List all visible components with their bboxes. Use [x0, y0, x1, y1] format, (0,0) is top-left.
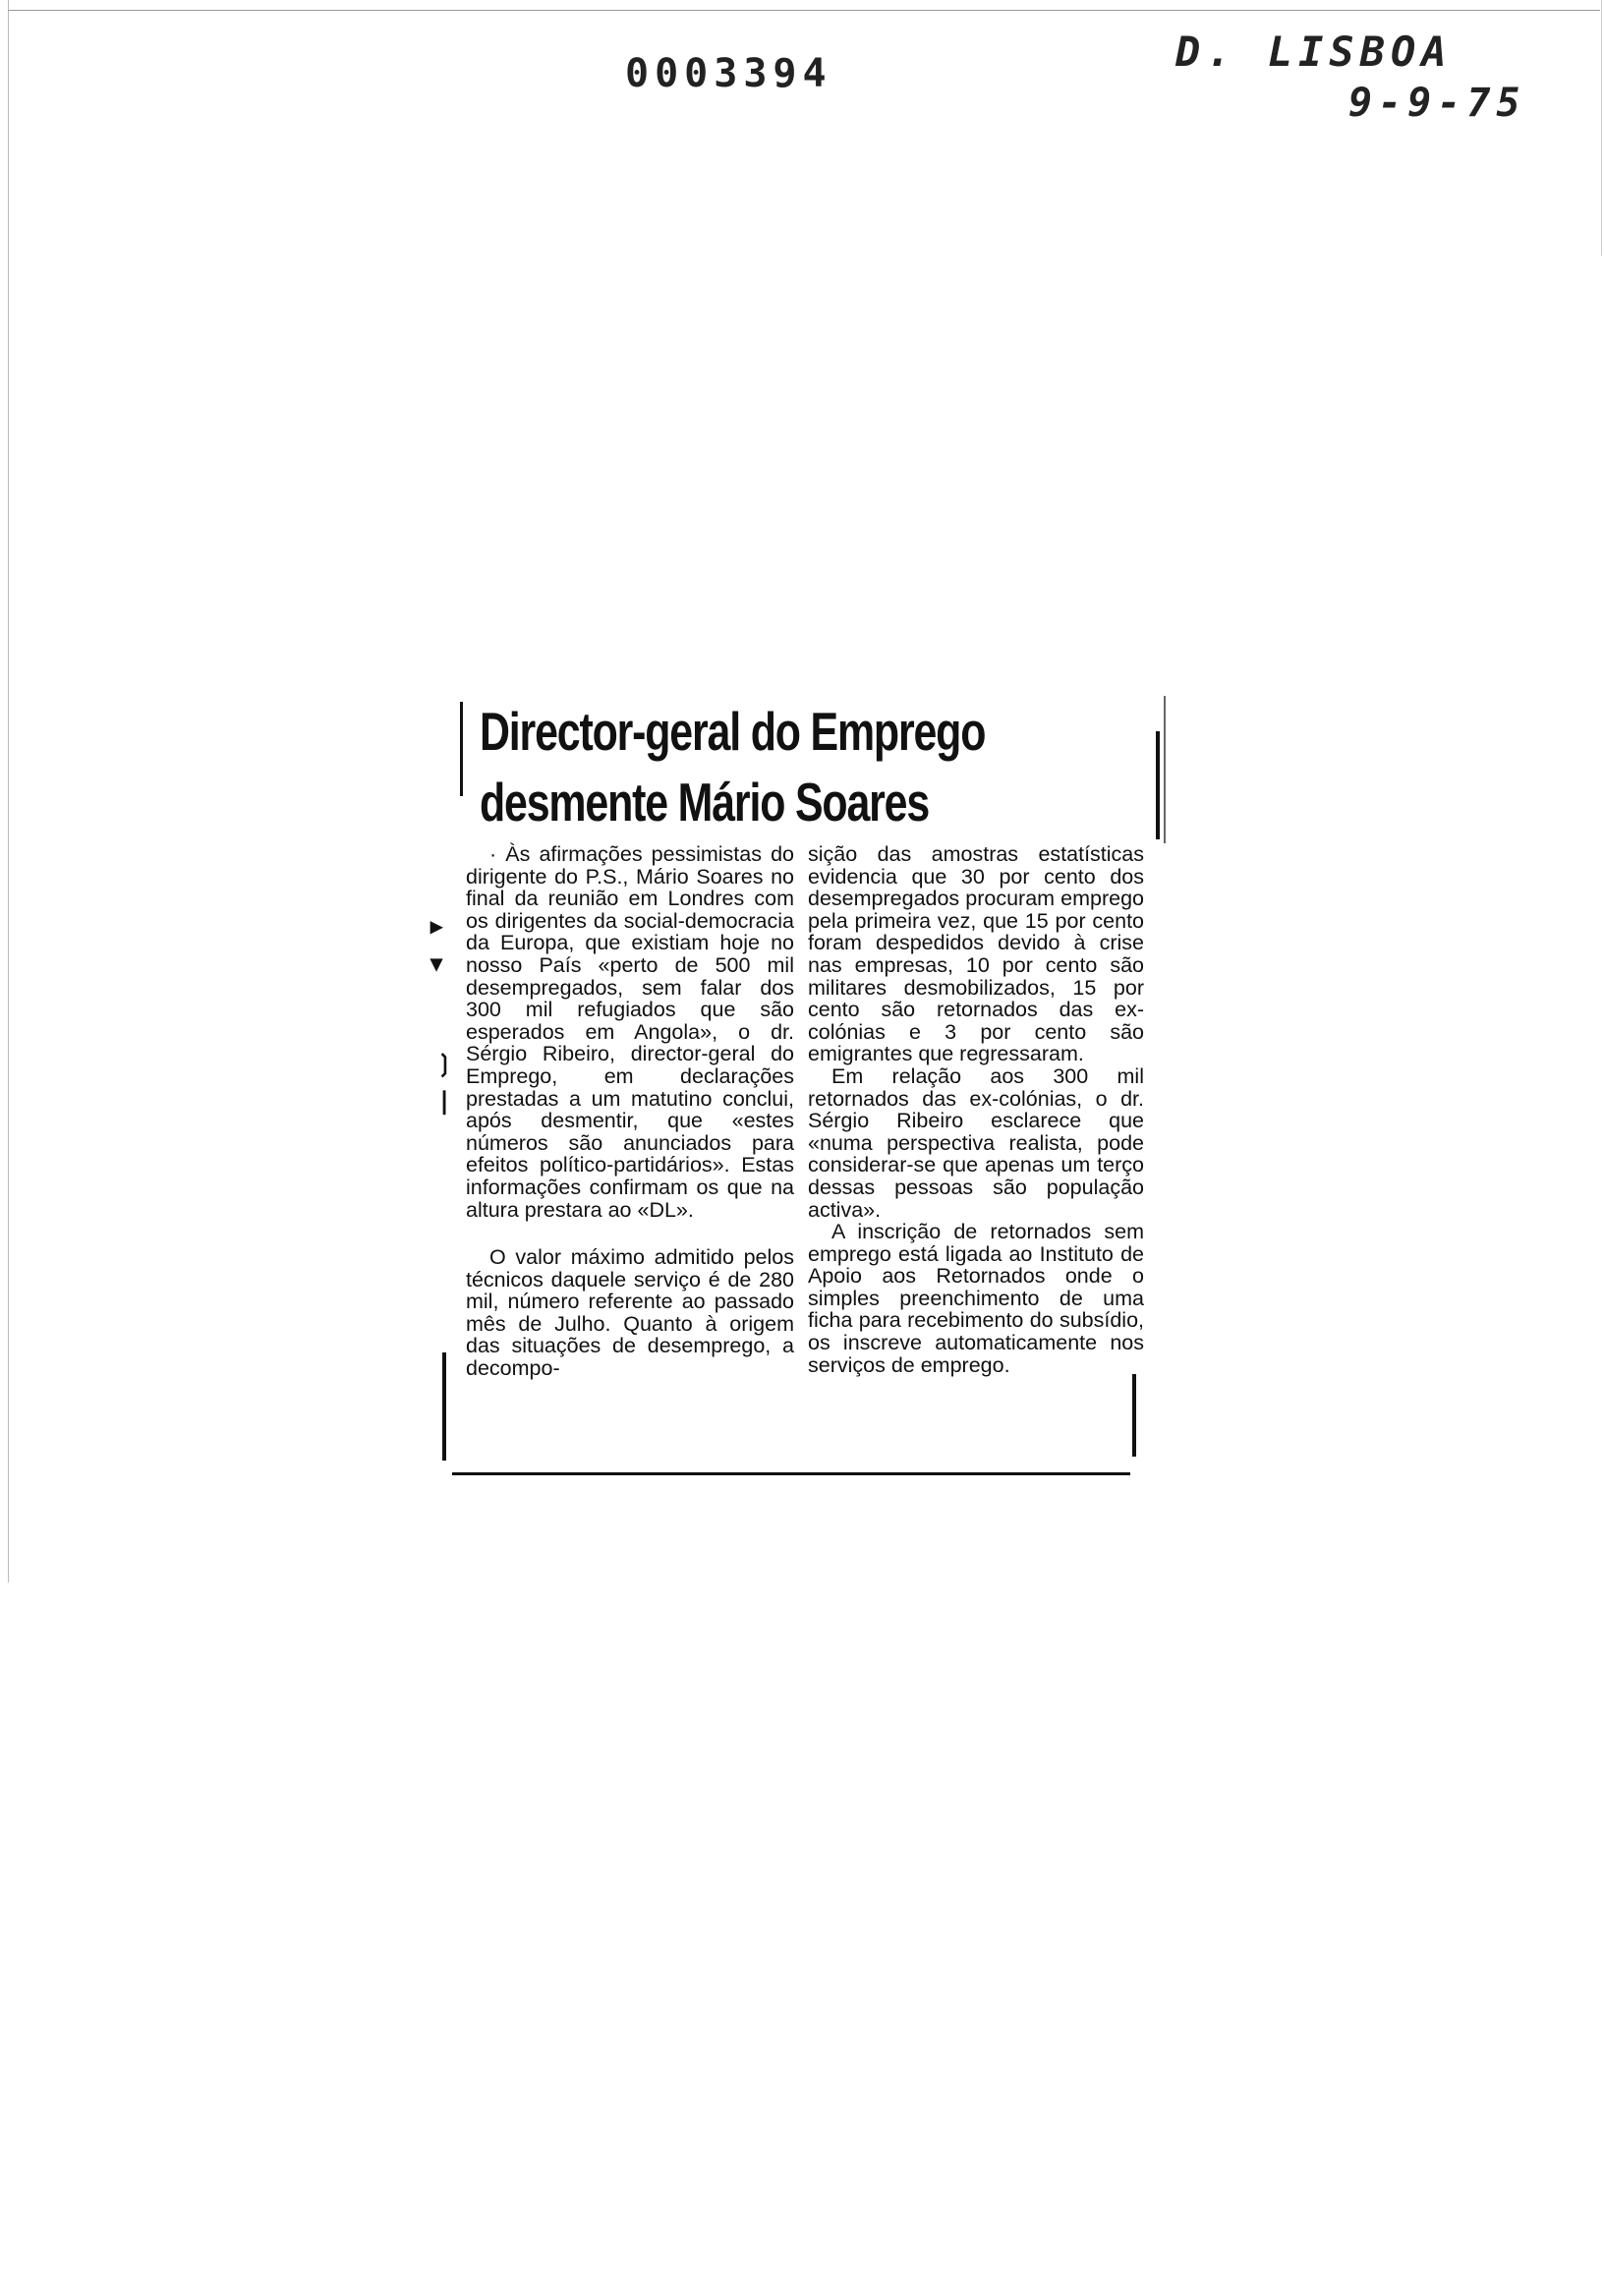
margin-tick-mark: ▾ — [430, 950, 443, 977]
scan-edge-right — [1601, 0, 1602, 256]
scan-edge-left — [8, 0, 9, 1582]
margin-tick-mark: ❳ — [434, 1051, 455, 1077]
paragraph: O valor máximo admitido pelos técnicos daquele serviço é de 280 mil, número referente ao passado mês de Julho. Quanto à origem das situações de desemprego, a decompo- — [466, 1245, 794, 1381]
handwritten-date: 9-9-75 — [1348, 81, 1526, 126]
article-column-2 — [808, 843, 1144, 1376]
newspaper-clipping — [430, 696, 1179, 1512]
paragraph: A inscrição de retornados sem emprego está ligada ao Instituto de Apoio aos Retornados onde o simples preenchimento de uma ficha para recebimento do subsídio, os inscreve automaticamente nos serviços de emprego. — [808, 1220, 1144, 1377]
margin-mark-right — [1132, 1374, 1136, 1457]
handwritten-source: D. LISBOA — [1175, 28, 1453, 76]
clipping-edge-right — [1164, 696, 1166, 843]
paragraph: Em relação aos 300 mil retornados das ex-colónias, o dr. Sérgio Ribeiro esclarece que «numa perspectiva realista, pode considerar-se que apenas um terço dessas pessoas são população activa». — [808, 1063, 1144, 1222]
clipping-bottom-rule — [452, 1472, 1130, 1475]
margin-tick-mark: ❘ — [434, 1088, 455, 1115]
handwritten-doc-number: 0003394 — [625, 51, 832, 96]
paragraph: · Às afirmações pessimistas do dirigente do P.S., Mário Soares no final da reunião em Londres com os dirigentes da social-democracia da Europa, que existiam hoje no nosso País «perto de 500 mil desempregados, sem falar dos 300 mil refugiados que são esperados em Angola», o dr. Sérgio Ribeiro, director-geral do Emprego, em declarações prestadas a um matutino conclui, após desmentir, que «estes números são anunciados para efeitos político-partidários». Estas informações confirmam os que na altura prestara ao «DL». — [466, 842, 794, 1222]
article-column-1 — [466, 843, 794, 1380]
article-headline — [480, 696, 985, 837]
paragraph: sição das amostras estatísticas evidencia que 30 por cento dos desempregados procuram emprego pela primeira vez, que 15 por cento foram despedidos devido à crise nas empresas, 10 por cento são militares desmobilizados, 15 por cento são retornados das ex-colónias e 3 por cento são emigrantes que regressaram. — [808, 842, 1144, 1066]
headline-line-1: Director-geral do Emprego — [480, 701, 986, 762]
scan-edge-top — [8, 10, 1600, 11]
margin-mark-headline-right — [1156, 731, 1160, 839]
margin-tick-mark: ▸ — [430, 913, 443, 940]
headline-line-2: desmente Mário Soares — [480, 772, 930, 832]
margin-mark-headline-left — [460, 702, 463, 796]
margin-mark-left — [442, 1352, 446, 1461]
